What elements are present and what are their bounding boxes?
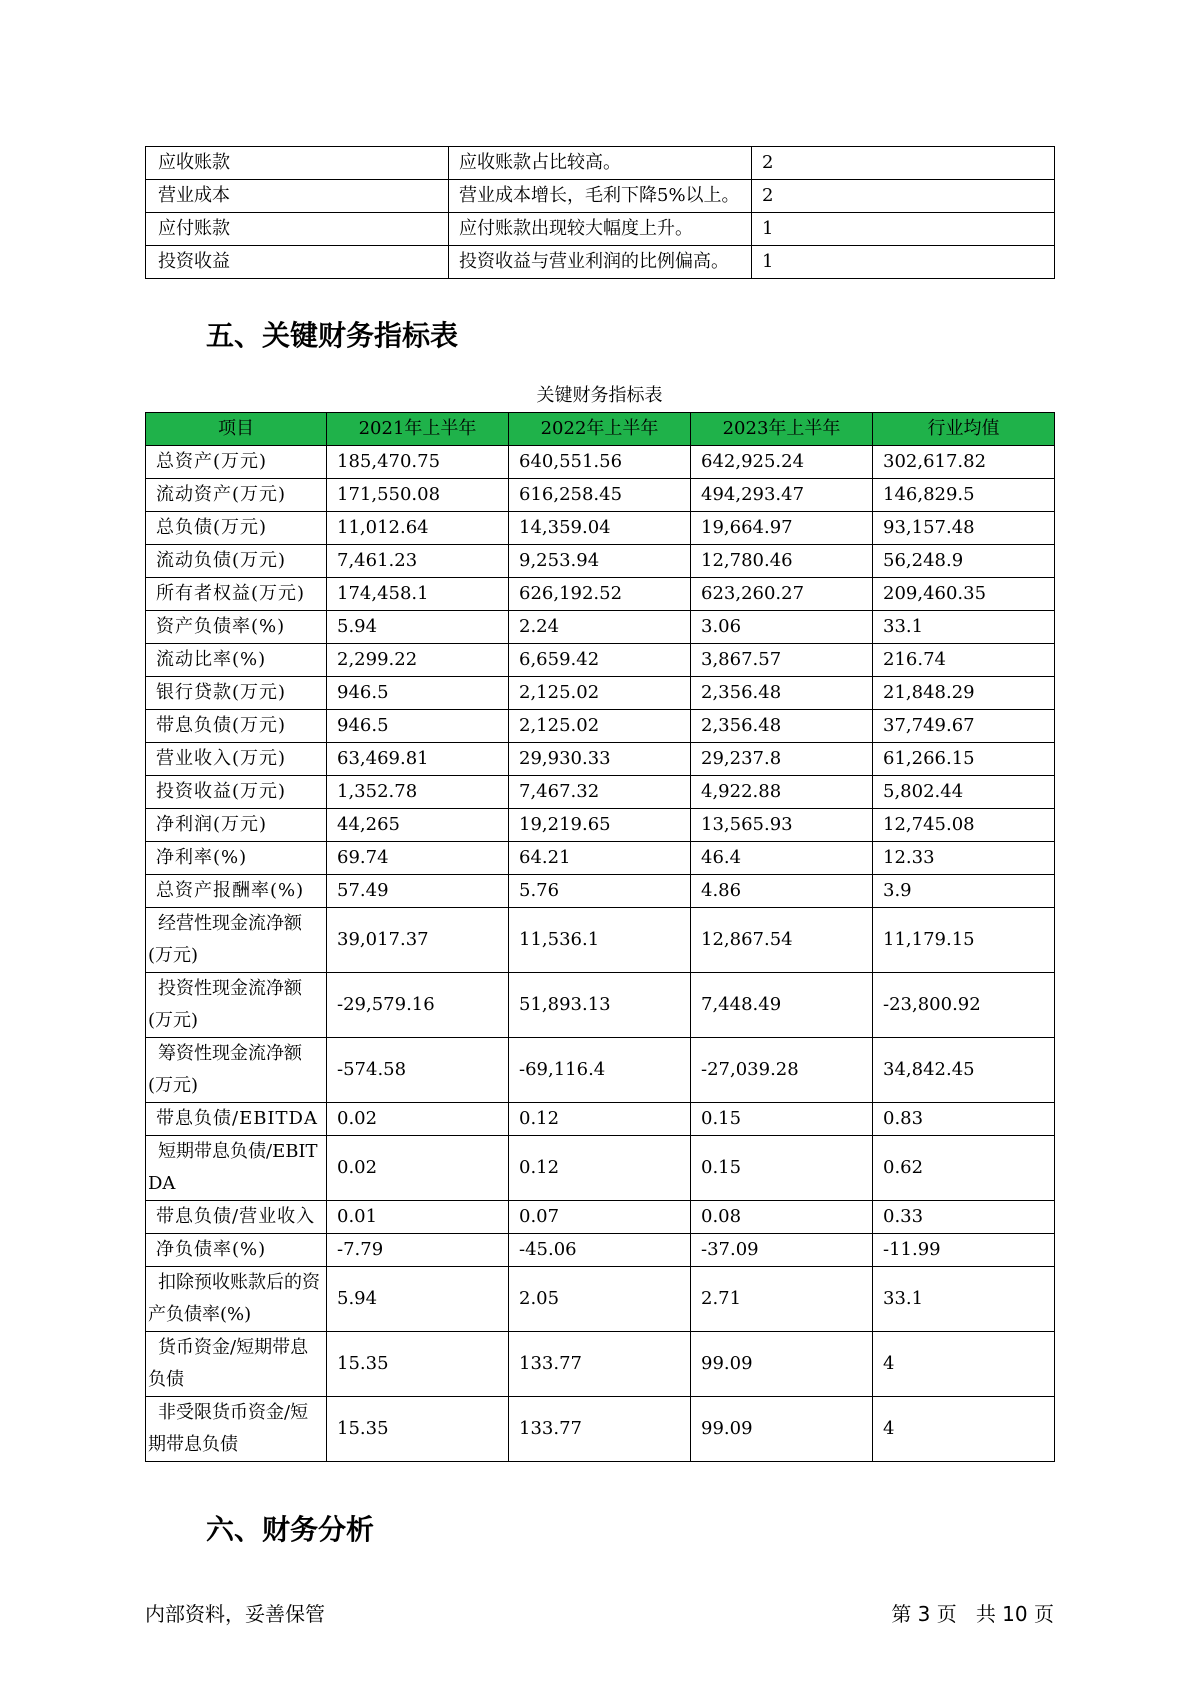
indicator-value-cell: 12.33: [873, 842, 1055, 875]
indicator-value-cell: 11,012.64: [327, 512, 509, 545]
indicator-name-cell: 资产负债率(%): [146, 611, 327, 644]
indicator-value-cell: 146,829.5: [873, 479, 1055, 512]
indicator-value-cell: 0.12: [509, 1103, 691, 1136]
table-row: [146, 973, 1055, 1038]
indicator-value-cell: 0.83: [873, 1103, 1055, 1136]
indicator-value-cell: 29,237.8: [691, 743, 873, 776]
indicator-value-cell: 642,925.24: [691, 446, 873, 479]
indicator-name-cell: 净利润(万元): [146, 809, 327, 842]
indicator-value-cell: 19,664.97: [691, 512, 873, 545]
indicator-value-cell: 39,017.37: [327, 908, 509, 973]
indicator-value-cell: -27,039.28: [691, 1038, 873, 1103]
indicator-value-cell: 12,745.08: [873, 809, 1055, 842]
table-body: [146, 446, 1055, 1462]
indicator-value-cell: -7.79: [327, 1234, 509, 1267]
risk-score-cell: 1: [752, 213, 1055, 246]
table-row: [146, 446, 1055, 479]
indicator-value-cell: 14,359.04: [509, 512, 691, 545]
indicator-value-cell: 64.21: [509, 842, 691, 875]
indicator-value-cell: 93,157.48: [873, 512, 1055, 545]
indicator-name-cell: 净利率(%): [146, 842, 327, 875]
section-6-heading: 六、财务分析: [206, 1513, 375, 1546]
indicator-value-cell: -574.58: [327, 1038, 509, 1103]
indicator-value-cell: 3,867.57: [691, 644, 873, 677]
indicator-value-cell: 0.12: [509, 1136, 691, 1201]
table-row: [146, 1103, 1055, 1136]
column-header: 行业均值: [873, 413, 1055, 446]
indicator-name-cell: 银行贷款(万元): [146, 677, 327, 710]
indicator-name-cell: 总资产报酬率(%): [146, 875, 327, 908]
indicator-name-cell: 带息负债(万元): [146, 710, 327, 743]
indicator-value-cell: -37.09: [691, 1234, 873, 1267]
indicator-value-cell: 0.15: [691, 1136, 873, 1201]
risk-item-cell: 应付账款: [146, 213, 449, 246]
indicator-value-cell: 2.71: [691, 1267, 873, 1332]
indicator-value-cell: 5,802.44: [873, 776, 1055, 809]
indicator-value-cell: 0.62: [873, 1136, 1055, 1201]
indicator-value-cell: -69,116.4: [509, 1038, 691, 1103]
indicator-value-cell: 51,893.13: [509, 973, 691, 1038]
indicator-value-cell: 3.06: [691, 611, 873, 644]
indicator-value-cell: 4: [873, 1332, 1055, 1397]
indicator-value-cell: 2,356.48: [691, 677, 873, 710]
table-caption: 关键财务指标表: [536, 385, 663, 406]
indicator-value-cell: 2,125.02: [509, 710, 691, 743]
indicator-value-cell: 61,266.15: [873, 743, 1055, 776]
table-row: [146, 1038, 1055, 1103]
indicator-value-cell: 56,248.9: [873, 545, 1055, 578]
risk-score-cell: 2: [752, 147, 1055, 180]
indicator-value-cell: 133.77: [509, 1332, 691, 1397]
indicator-value-cell: 5.94: [327, 611, 509, 644]
risk-description-cell: 应付账款出现较大幅度上升。: [449, 213, 752, 246]
table-row: [146, 512, 1055, 545]
risk-score-cell: 2: [752, 180, 1055, 213]
indicator-value-cell: 0.08: [691, 1201, 873, 1234]
indicator-value-cell: 494,293.47: [691, 479, 873, 512]
indicator-value-cell: 2,299.22: [327, 644, 509, 677]
indicator-value-cell: 946.5: [327, 710, 509, 743]
indicator-name-cell: 投资性现金流净额(万元): [146, 973, 327, 1038]
table-row: [146, 809, 1055, 842]
indicator-value-cell: 5.94: [327, 1267, 509, 1332]
indicator-value-cell: 6,659.42: [509, 644, 691, 677]
indicator-value-cell: 15.35: [327, 1397, 509, 1462]
indicator-value-cell: 2.24: [509, 611, 691, 644]
table-row: [146, 677, 1055, 710]
indicator-name-cell: 带息负债/营业收入: [146, 1201, 327, 1234]
indicator-name-cell: 流动比率(%): [146, 644, 327, 677]
footer-confidential-note: 内部资料，妥善保管: [145, 1602, 325, 1626]
indicator-value-cell: 2,125.02: [509, 677, 691, 710]
indicator-value-cell: 185,470.75: [327, 446, 509, 479]
risk-description-cell: 营业成本增长，毛利下降5%以上。: [449, 180, 752, 213]
indicator-value-cell: 626,192.52: [509, 578, 691, 611]
indicator-value-cell: 57.49: [327, 875, 509, 908]
indicator-value-cell: 34,842.45: [873, 1038, 1055, 1103]
column-header: 2022年上半年: [509, 413, 691, 446]
risk-item-cell: 投资收益: [146, 246, 449, 279]
table-row: [146, 1332, 1055, 1397]
indicator-name-cell: 货币资金/短期带息负债: [146, 1332, 327, 1397]
risk-description-cell: 应收账款占比较高。: [449, 147, 752, 180]
indicator-name-cell: 营业收入(万元): [146, 743, 327, 776]
table-header-row: [146, 413, 1055, 446]
indicator-value-cell: 133.77: [509, 1397, 691, 1462]
table-row: [146, 908, 1055, 973]
indicator-value-cell: 0.02: [327, 1136, 509, 1201]
indicator-value-cell: 37,749.67: [873, 710, 1055, 743]
risk-row: [146, 246, 1055, 279]
indicator-value-cell: 623,260.27: [691, 578, 873, 611]
indicator-name-cell: 投资收益(万元): [146, 776, 327, 809]
table-row: [146, 1267, 1055, 1332]
indicator-value-cell: 174,458.1: [327, 578, 509, 611]
indicator-value-cell: 2.05: [509, 1267, 691, 1332]
table-row: [146, 1136, 1055, 1201]
table-row: [146, 710, 1055, 743]
indicator-value-cell: 46.4: [691, 842, 873, 875]
table-row: [146, 578, 1055, 611]
indicator-value-cell: 44,265: [327, 809, 509, 842]
table-row: [146, 644, 1055, 677]
indicator-value-cell: 946.5: [327, 677, 509, 710]
indicator-value-cell: 0.01: [327, 1201, 509, 1234]
indicator-name-cell: 筹资性现金流净额(万元): [146, 1038, 327, 1103]
indicator-value-cell: 4,922.88: [691, 776, 873, 809]
indicator-value-cell: 99.09: [691, 1397, 873, 1462]
table-row: [146, 1234, 1055, 1267]
indicator-value-cell: -23,800.92: [873, 973, 1055, 1038]
indicator-name-cell: 带息负债/EBITDA: [146, 1103, 327, 1136]
table-row: [146, 1397, 1055, 1462]
indicator-value-cell: 209,460.35: [873, 578, 1055, 611]
indicator-value-cell: 2,356.48: [691, 710, 873, 743]
risk-row: [146, 180, 1055, 213]
risk-item-cell: 营业成本: [146, 180, 449, 213]
indicator-name-cell: 非受限货币资金/短期带息负债: [146, 1397, 327, 1462]
indicator-value-cell: 7,461.23: [327, 545, 509, 578]
table-row: [146, 545, 1055, 578]
indicator-value-cell: 12,867.54: [691, 908, 873, 973]
indicator-value-cell: 99.09: [691, 1332, 873, 1397]
indicator-name-cell: 流动资产(万元): [146, 479, 327, 512]
indicator-value-cell: 69.74: [327, 842, 509, 875]
table-row: [146, 1201, 1055, 1234]
indicator-value-cell: 13,565.93: [691, 809, 873, 842]
table-row: [146, 875, 1055, 908]
risk-description-cell: 投资收益与营业利润的比例偏高。: [449, 246, 752, 279]
risk-row: [146, 213, 1055, 246]
indicator-value-cell: 171,550.08: [327, 479, 509, 512]
section-5-heading: 五、关键财务指标表: [206, 319, 459, 352]
indicator-name-cell: 净负债率(%): [146, 1234, 327, 1267]
indicator-name-cell: 所有者权益(万元): [146, 578, 327, 611]
indicator-value-cell: 33.1: [873, 1267, 1055, 1332]
indicator-value-cell: -45.06: [509, 1234, 691, 1267]
risk-factor-table-body: [146, 147, 1055, 279]
indicator-value-cell: 11,536.1: [509, 908, 691, 973]
column-header: 项目: [146, 413, 327, 446]
table-row: [146, 479, 1055, 512]
column-header: 2023年上半年: [691, 413, 873, 446]
table-row: [146, 776, 1055, 809]
indicator-value-cell: 302,617.82: [873, 446, 1055, 479]
indicator-value-cell: 21,848.29: [873, 677, 1055, 710]
indicator-value-cell: 640,551.56: [509, 446, 691, 479]
indicator-name-cell: 总负债(万元): [146, 512, 327, 545]
column-header: 2021年上半年: [327, 413, 509, 446]
indicator-value-cell: 0.15: [691, 1103, 873, 1136]
indicator-value-cell: 616,258.45: [509, 479, 691, 512]
table-row: [146, 743, 1055, 776]
indicator-value-cell: 63,469.81: [327, 743, 509, 776]
indicator-value-cell: 0.33: [873, 1201, 1055, 1234]
indicator-value-cell: 0.07: [509, 1201, 691, 1234]
indicator-value-cell: 15.35: [327, 1332, 509, 1397]
risk-score-cell: 1: [752, 246, 1055, 279]
indicator-value-cell: 7,467.32: [509, 776, 691, 809]
indicator-name-cell: 流动负债(万元): [146, 545, 327, 578]
indicator-value-cell: 11,179.15: [873, 908, 1055, 973]
risk-item-cell: 应收账款: [146, 147, 449, 180]
indicator-value-cell: 4: [873, 1397, 1055, 1462]
key-financial-indicators-table: [145, 412, 1055, 1462]
indicator-name-cell: 总资产(万元): [146, 446, 327, 479]
footer-page-number: 第 3 页 共 10 页: [891, 1602, 1054, 1626]
indicator-value-cell: -11.99: [873, 1234, 1055, 1267]
indicator-name-cell: 扣除预收账款后的资产负债率(%): [146, 1267, 327, 1332]
indicator-value-cell: 33.1: [873, 611, 1055, 644]
indicator-value-cell: 5.76: [509, 875, 691, 908]
table-row: [146, 842, 1055, 875]
risk-factor-table: [145, 146, 1055, 279]
indicator-value-cell: 3.9: [873, 875, 1055, 908]
indicator-name-cell: 短期带息负债/EBITDA: [146, 1136, 327, 1201]
indicator-value-cell: 12,780.46: [691, 545, 873, 578]
indicator-value-cell: 0.02: [327, 1103, 509, 1136]
risk-row: [146, 147, 1055, 180]
indicator-value-cell: 19,219.65: [509, 809, 691, 842]
indicator-value-cell: 1,352.78: [327, 776, 509, 809]
indicator-value-cell: 4.86: [691, 875, 873, 908]
indicator-value-cell: 9,253.94: [509, 545, 691, 578]
indicator-name-cell: 经营性现金流净额(万元): [146, 908, 327, 973]
indicator-value-cell: 216.74: [873, 644, 1055, 677]
indicator-value-cell: -29,579.16: [327, 973, 509, 1038]
table-row: [146, 611, 1055, 644]
indicator-value-cell: 7,448.49: [691, 973, 873, 1038]
indicator-value-cell: 29,930.33: [509, 743, 691, 776]
